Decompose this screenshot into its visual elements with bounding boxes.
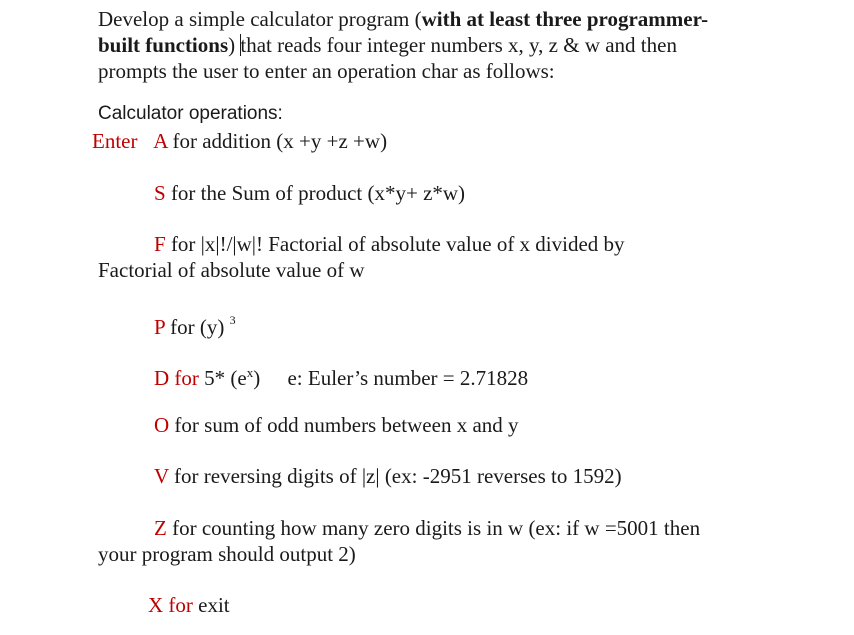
op-key-d: D for [154,366,199,390]
op-text-x: exit [198,593,230,617]
op-count-zeros [154,515,700,541]
op-count-zeros-cont: your program should output 2) [98,542,356,566]
intro-paren: ) [228,33,241,57]
intro-line-2 [98,32,677,58]
intro-line-3: prompts the user to enter an operation char as follows: [98,59,555,83]
op-key-s: S [154,181,166,205]
op-text-z: for counting how many zero digits is in w (ex: if w =5001 then [172,516,701,540]
intro-text: Develop a simple calculator program ( [98,7,422,31]
op-odd-sum [154,412,519,438]
intro-line-1 [98,6,708,32]
op-factorial-cont: Factorial of absolute value of w [98,258,365,282]
op-factorial [154,231,625,257]
op-exponential [154,360,528,391]
op-key-x: X for [148,593,193,617]
op-text-s: for the Sum of product (x*y+ z*w) [170,181,466,205]
intro-bold-text: with at least three programmer- [421,7,709,31]
op-text-v: for reversing digits of |z| (ex: -2951 reverses to 1592) [174,464,622,488]
enter-label: Enter [92,129,138,153]
op-text-p: for (y) [170,315,225,339]
op-reverse [154,463,622,489]
section-heading: Calculator operations: [98,103,283,124]
op-key-f: F [154,232,166,256]
op-key-p: P [154,315,165,339]
op-exit [148,592,230,618]
op-sum-of-product [154,180,465,206]
op-key-v: V [154,464,169,488]
op-text-d: 5* (e [204,366,247,390]
op-note-d: e: Euler’s number = 2.71828 [287,366,529,390]
op-text-f: for |x|!/|w|! Factorial of absolute value of x divided by [170,232,625,256]
op-key-a: A [153,129,168,153]
op-text-a: for addition (x +y +z +w) [172,129,388,153]
op-sup-p: 3 [229,313,236,327]
op-key-z: Z [154,516,167,540]
op-text-o: for sum of odd numbers between x and y [174,413,519,437]
intro-bold-text-2: built functions [98,33,229,57]
op-text-d-close: ) [253,366,261,390]
intro-text-2: that reads four integer numbers x, y, z & w and then [240,33,677,57]
op-power [154,309,236,340]
op-sup-d: x [246,365,254,380]
op-addition [92,128,387,154]
op-key-o: O [154,413,170,437]
